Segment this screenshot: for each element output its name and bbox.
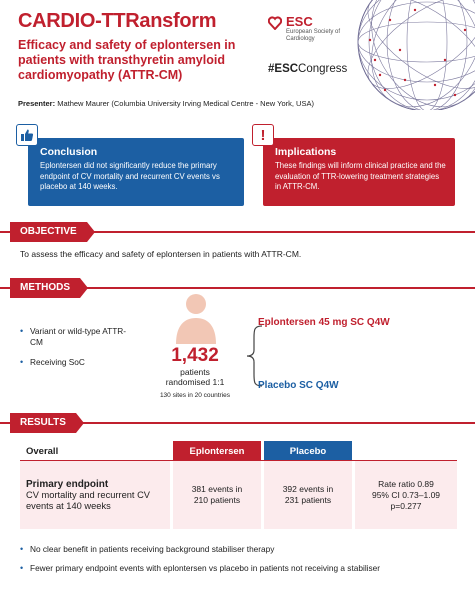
methods-label: METHODS	[10, 278, 80, 298]
endpoint-cell	[20, 461, 170, 529]
objective-label: OBJECTIVE	[10, 222, 87, 242]
presenter-name: Mathew Maurer (Columbia University Irving Medical Centre - New York, USA)	[57, 99, 314, 108]
results-label: RESULTS	[10, 413, 76, 433]
conclusion-box	[28, 138, 244, 206]
presenter-line	[18, 99, 314, 108]
logo-subtitle: European Society of Cardiology	[286, 29, 341, 42]
patients-count: 1,432	[171, 345, 219, 366]
heart-logo-icon	[268, 16, 282, 30]
eplontersen-cell: 381 events in 210 patients	[173, 461, 261, 529]
person-icon	[174, 292, 218, 344]
sites-text: 130 sites in 20 countries	[159, 392, 231, 399]
endpoint-title: Primary endpoint	[26, 478, 109, 490]
objective-text: To assess the efficacy and safety of eplontersen in patients with ATTR-CM.	[20, 249, 302, 259]
implications-text: These findings will inform clinical practice and the evaluation of TTR-lowering treatment strategies in ATTR-CM.	[275, 161, 446, 191]
patients-label: patients randomised 1:1	[165, 367, 225, 387]
implications-title: Implications	[275, 146, 337, 158]
header-eplontersen: Eplontersen	[173, 441, 261, 461]
mesh-sphere-image	[345, 0, 475, 110]
rate-ratio-cell: Rate ratio 0.89 95% CI 0.73–1.09 p=0.277	[355, 461, 457, 529]
congress-hashtag: #ESCCongress	[268, 63, 348, 75]
presenter-label: Presenter:	[18, 99, 56, 108]
implications-box	[263, 138, 455, 206]
esc-logo	[268, 14, 348, 50]
page-subtitle: Efficacy and safety of eplontersen in patients with transthyretin amyloid cardiomyopathy (ATTR-CM)	[18, 38, 236, 82]
endpoint-desc: CV mortality and recurrent CV events at 140 weeks	[26, 489, 151, 511]
placebo-cell: 392 events in 231 patients	[264, 461, 352, 529]
methods-section-bar	[0, 278, 475, 298]
results-section-bar	[0, 413, 475, 433]
results-table	[20, 441, 457, 529]
objective-section-bar	[0, 222, 475, 242]
logo-name: ESC	[286, 14, 313, 29]
arm-placebo: Placebo SC Q4W	[258, 380, 339, 391]
header-placebo: Placebo	[264, 441, 352, 461]
conclusion-text: Eplontersen did not significantly reduce the primary endpoint of CV mortality and recurrent CV events vs placebo at 140 weeks.	[40, 161, 220, 191]
conclusion-title: Conclusion	[40, 146, 98, 158]
list-item: • Fewer primary endpoint events with eplontersen vs placebo in patients not receiving a stabiliser	[20, 563, 380, 573]
brace-icon	[244, 324, 264, 388]
header	[0, 0, 475, 100]
exclamation-icon: !	[252, 124, 274, 146]
arm-eplontersen: Eplontersen 45 mg SC Q4W	[258, 317, 390, 328]
header-overall: Overall	[26, 445, 59, 457]
thumbs-up-icon	[16, 124, 38, 146]
methods-bullets	[20, 326, 130, 367]
results-bullets	[20, 544, 380, 582]
list-item: • Variant or wild-type ATTR-CM	[20, 326, 130, 348]
page-title: CARDIO-TTRansform	[18, 10, 217, 32]
list-item: • No clear benefit in patients receiving background stabiliser therapy	[20, 544, 380, 554]
list-item: • Receiving SoC	[20, 357, 130, 367]
